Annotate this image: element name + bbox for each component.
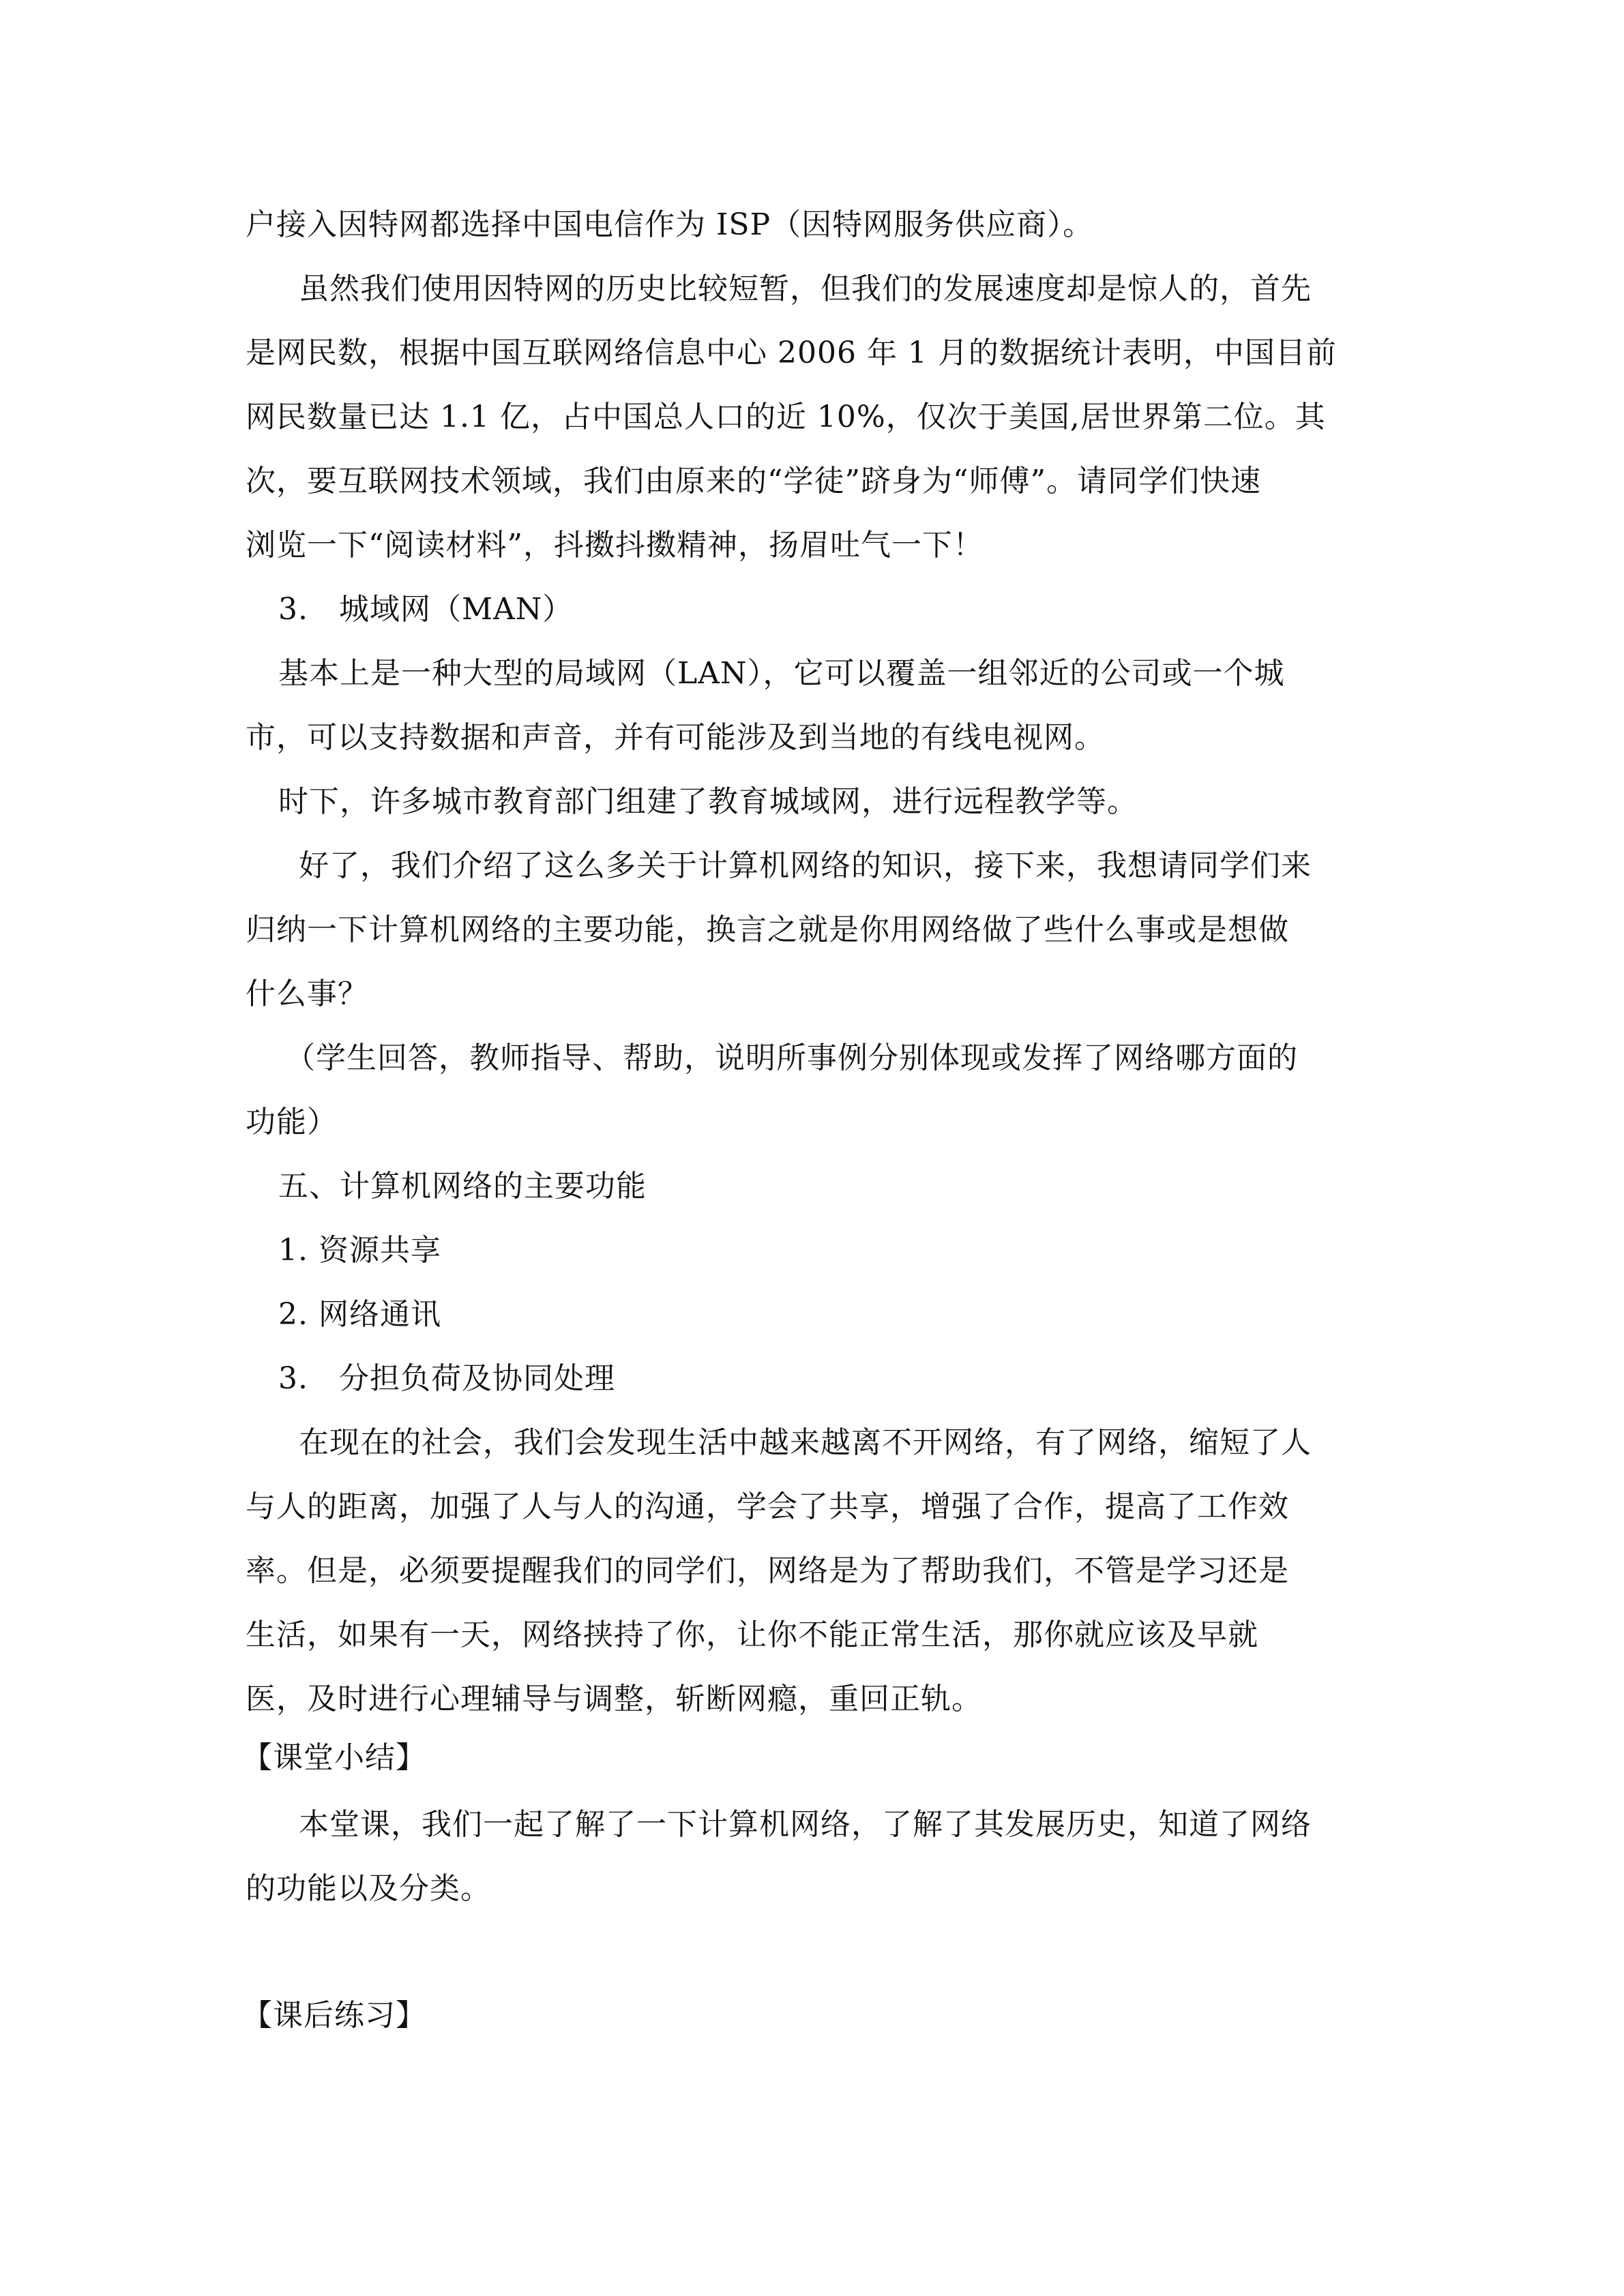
section-heading: 【课后练习】 (242, 1998, 426, 2033)
paragraph-line: 在现在的社会，我们会发现生活中越来越离不开网络，有了网络，缩短了人 (299, 1425, 1312, 1460)
section-heading: 3. 城域网（MAN） (278, 592, 574, 627)
section-heading: 五、计算机网络的主要功能 (278, 1169, 647, 1204)
paragraph-line: 与人的距离，加强了人与人的沟通，学会了共享，增强了合作，提高了工作效 (246, 1489, 1289, 1524)
list-item: 3. 分担负荷及协同处理 (278, 1361, 615, 1396)
paragraph-line: 市，可以支持数据和声音，并有可能涉及到当地的有线电视网。 (246, 720, 1105, 755)
paragraph-line: 什么事？ (246, 976, 368, 1011)
paragraph-line: 户接入因特网都选择中国电信作为 ISP（因特网服务供应商）。 (246, 207, 1094, 242)
paragraph-line: 的功能以及分类。 (246, 1871, 491, 1906)
paragraph-line: 率。但是，必须要提醒我们的同学们，网络是为了帮助我们，不管是学习还是 (246, 1553, 1289, 1588)
paragraph-line: （学生回答，教师指导、帮助，说明所事例分别体现或发挥了网络哪方面的 (285, 1041, 1298, 1075)
paragraph-line: 基本上是一种大型的局域网（LAN），它可以覆盖一组邻近的公司或一个城 (278, 656, 1285, 691)
section-heading: 【课堂小结】 (242, 1740, 426, 1775)
paragraph-line: 是网民数，根据中国互联网络信息中心 2006 年 1 月的数据统计表明，中国目前 (246, 336, 1337, 370)
list-item: 2. 网络通讯 (278, 1297, 441, 1332)
list-item: 1. 资源共享 (278, 1233, 441, 1268)
paragraph-line: 功能） (246, 1105, 338, 1139)
paragraph-line: 浏览一下“阅读材料”，抖擞抖擞精神，扬眉吐气一下！ (246, 528, 984, 563)
paragraph-line: 虽然我们使用因特网的历史比较短暂，但我们的发展速度却是惊人的，首先 (299, 271, 1312, 306)
paragraph-line: 医，及时进行心理辅导与调整，斩断网瘾，重回正轨。 (246, 1682, 982, 1716)
paragraph-line: 好了，我们介绍了这么多关于计算机网络的知识，接下来，我想请同学们来 (299, 848, 1312, 883)
paragraph-line: 生活，如果有一天，网络挟持了你，让你不能正常生活，那你就应该及早就 (246, 1617, 1258, 1652)
paragraph-line: 归纳一下计算机网络的主要功能，换言之就是你用网络做了些什么事或是想做 (246, 912, 1289, 947)
paragraph-line: 网民数量已达 1.1 亿，占中国总人口的近 10%，仅次于美国,居世界第二位。其 (246, 400, 1326, 434)
paragraph-line: 次，要互联网技术领域，我们由原来的“学徒”跻身为“师傅”。请同学们快速 (246, 464, 1261, 498)
paragraph-line: 时下，许多城市教育部门组建了教育城域网，进行远程教学等。 (278, 784, 1138, 819)
paragraph-line: 本堂课，我们一起了解了一下计算机网络，了解了其发展历史，知道了网络 (299, 1807, 1312, 1842)
